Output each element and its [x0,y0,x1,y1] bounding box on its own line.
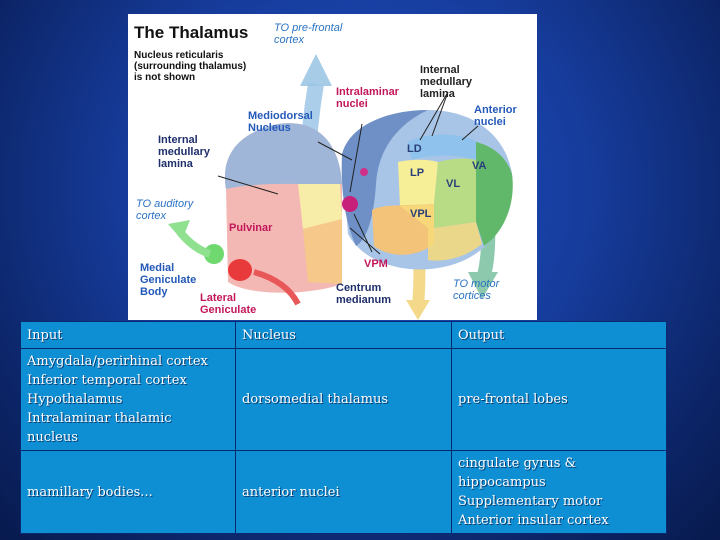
nucleus-vpl-label: VPL [410,208,432,220]
vpm-label: VPM [364,258,388,270]
nucleus-ld-label: LD [407,143,422,155]
to-prefrontal-label: TO pre-frontal cortex [274,22,343,46]
thalamus-diagram [128,14,537,320]
internal-medullary-lamina-left-label: Internal medullary lamina [158,134,210,170]
internal-medullary-lamina-right-label: Internal medullary lamina [420,64,472,100]
header-nucleus: Nucleus [236,322,452,349]
intralaminar-label: Intralaminar nuclei [336,86,399,110]
mediodorsal-label: Mediodorsal Nucleus [248,110,313,134]
row-nucleus-cell: anterior nuclei [236,451,452,534]
row-output-cell: pre-frontal lobes [452,349,667,451]
nucleus-vl-label: VL [446,178,461,190]
row-input-cell: Amygdala/perirhinal cortex Inferior temporal cortex Hypothalamus Intralaminar thalamic nucleus [21,349,236,451]
diagram-title: The Thalamus [134,23,249,42]
thalamus-connections-table [20,321,667,534]
pulvinar-label: Pulvinar [229,222,273,234]
anterior-nuclei-label: Anterior nuclei [474,104,517,128]
nucleus-reticularis-note: Nucleus reticularis (surrounding thalamus) is not shown [134,50,247,83]
nucleus-lp-label: LP [410,167,425,179]
row-input-cell: mamillary bodies... [21,451,236,534]
row-output-cell: cingulate gyrus & hippocampus Supplementary motor Anterior insular cortex [452,451,667,534]
header-input: Input [21,322,236,349]
to-motor-label: TO motor cortices [453,278,500,302]
nucleus-va-label: VA [472,160,487,172]
table-row [21,451,667,534]
centrum-medianum-label: Centrum medianum [336,282,392,306]
table-row [21,349,667,451]
to-auditory-label: TO auditory cortex [136,198,194,222]
row-nucleus-cell: dorsomedial thalamus [236,349,452,451]
lateral-geniculate-label: Lateral Geniculate [200,292,257,316]
header-output: Output [452,322,667,349]
medial-geniculate-label: Medial Geniculate Body [140,262,197,298]
table-header-row [21,322,667,349]
